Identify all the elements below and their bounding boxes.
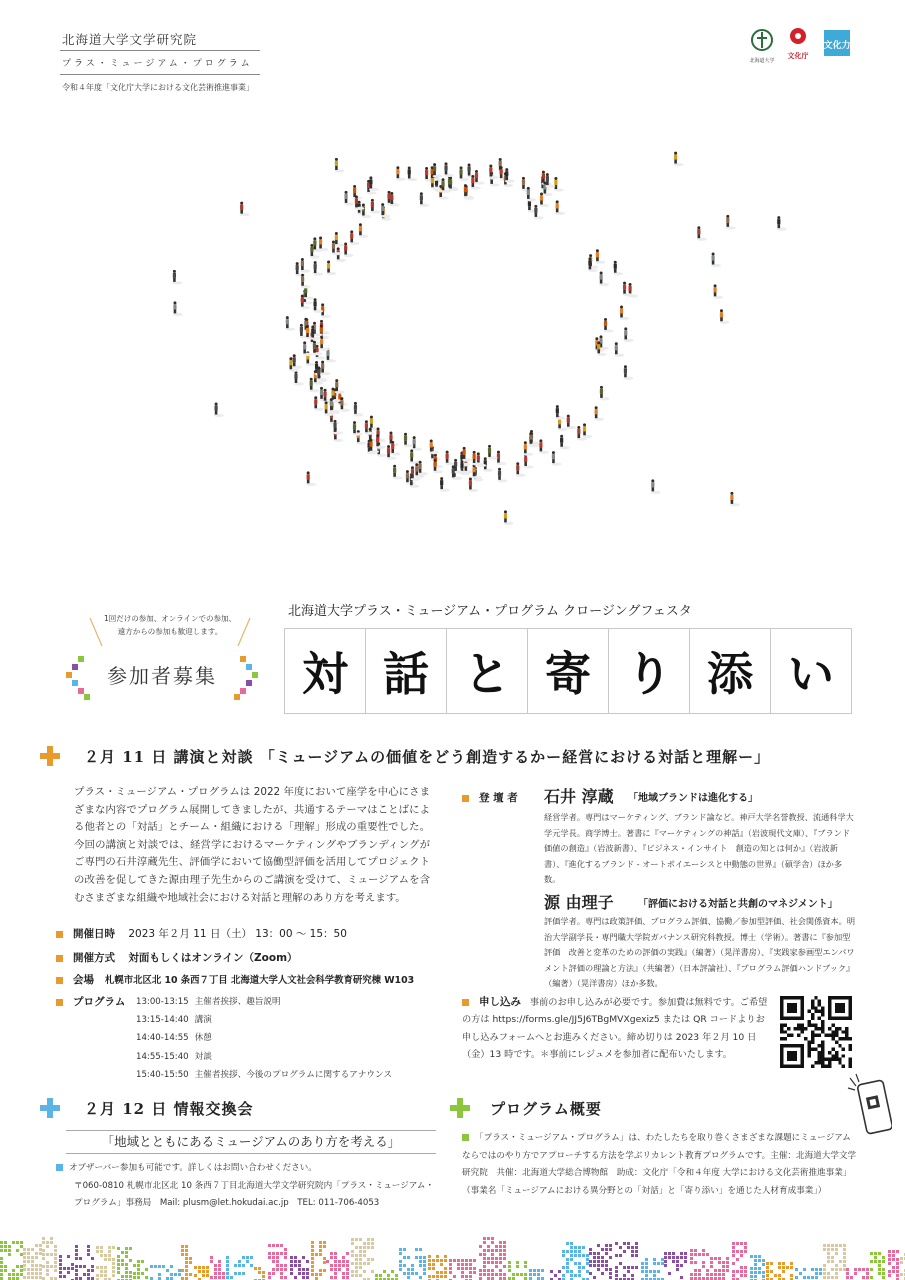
bullet-icon [56, 1164, 63, 1171]
title-char: 話 [365, 628, 447, 714]
footer-pixel-town [0, 1228, 905, 1280]
schedule-row: 14:40-14:55 休憩 [136, 1033, 212, 1044]
svg-text:文化力: 文化力 [823, 41, 851, 51]
apply-block: 申し込み 事前のお申し込みが必要です。参加費は無料です。ご希望の方は https://forms.gle/JJ5J6TBgMVXgexiz5 または QR コードよりお申し込みフォームへとお進みください。締め切りは 2023 年２月 10 日（金）13 時です。＊事前にレジュメを参加者に配布いたします。 [462, 996, 768, 1061]
overview-text: 「プラス・ミュージアム・プログラム」は、わたしたちを取り巻くさまざまな課題にミュージアムならではのやり方でアプローチする方法を学ぶリカレント教育プログラムです。主催：北海道大学文学研究院 共催：北海道大学総合博物館 助成：文化庁「令和４年度 大学における文化芸術推進事業」（事業名「ミュージアムにおける異分野との「対話」と「寄り添い」を通じた人材育成事業」） [462, 1133, 857, 1196]
info-method: 開催方式 対面もしくはオンライン（Zoom） [56, 950, 298, 965]
qr-code-icon[interactable] [780, 996, 852, 1068]
recruit-label: 参加者募集 [107, 664, 217, 688]
svg-text:文化庁: 文化庁 [787, 51, 809, 60]
day2-theme: 「地域とともにあるミュージアムのあり方を考える」 [66, 1130, 436, 1154]
plus-icon [40, 1098, 60, 1118]
speaker1-bio: 経営学者。専門はマーケティング、ブランド論など。神戸大学名誉教授、流通科学大学元学長。商学博士。著書に『マーケティングの神話』（岩波現代文庫）、『ブランド 価値の創造』（岩波新書）、『ビジネス・インサイト 創造の知とは何か』（岩波新書）、『進化するブランド - オートポイエーシスと中動態の世界』（碩学舎）ほか多数。 [544, 812, 859, 885]
speaker2-bio: 評価学者。専門は政策評価、プログラム評価、協働／参加型評価、社会関係資本。明治大学副学長・専門職大学院ガバナンス研究科教授。博士（学術）。著書に『参加型評価 改善と変革のための評価の実践』（編著）（晃洋書房）、『実践家参画型エンパワメント評価の理論と方法』（共編著）（日本評論社）、『プログラム評価ハンドブック』（編著）（晃洋書房）ほか多数。 [544, 916, 856, 989]
welcome-brackets [84, 616, 256, 650]
bunkaryoku-logo [823, 30, 850, 56]
bullet-icon [56, 999, 63, 1006]
header-org: 北海道大学文学研究院 [62, 32, 198, 47]
festa-subtitle: 北海道大学プラス・ミュージアム・プログラム クロージングフェスタ [288, 604, 692, 619]
bunkacho-logo [788, 28, 809, 60]
sponsor-logos [748, 22, 858, 74]
bullet-icon [462, 1134, 469, 1141]
main-title [285, 628, 852, 714]
bullet-icon [56, 955, 63, 962]
plus-icon [450, 1098, 470, 1118]
speaker1-name: 石井 淳蔵 [544, 787, 614, 806]
schedule-row: 13:00-13:15 主催者挨拶、趣旨説明 [136, 997, 281, 1007]
day2-heading: ２月 12 日 情報交換会 [84, 1100, 254, 1118]
bullet-icon [56, 931, 63, 938]
info-venue: 会場 札幌市北区北 10 条西７丁目 北海道大学人文社会科学教育研究棟 W103 [56, 972, 414, 987]
info-date: 開催日時 2023 年２月 11 日（土） 13：00 〜 15：50 [56, 926, 347, 941]
speakers-label: 登 壇 者 [462, 790, 518, 805]
header-divider [60, 74, 260, 75]
bullet-icon [462, 999, 469, 1006]
title-char: 対 [284, 628, 366, 714]
schedule-row: 13:15-14:40 講演 [136, 1015, 212, 1026]
day2-observer: オブザーバー参加も可能です。詳しくはお問い合わせください。 〒060-0810 札幌市北区北 10 条西７丁目北海道大学文学研究院内「プラス・ミュージアム・プログラム」事務局 Mail: plusm@let.hokudai.ac.jp TEL: 011-706-4053 [56, 1160, 436, 1213]
hokudai-logo [749, 30, 774, 64]
title-char: り [608, 628, 690, 714]
schedule-row: 15:40-15:50 主催者挨拶、今後のプログラムに関するアナウンス [136, 1069, 392, 1080]
schedule-table [136, 993, 398, 1084]
welcome-note: 1回だけの参加、オンラインでの参加、 遠方からの参加も歓迎します。 [103, 614, 237, 636]
info-program: プログラム [56, 994, 125, 1009]
title-char: 添 [689, 628, 771, 714]
title-char: い [770, 628, 852, 714]
plus-icon [40, 746, 60, 766]
speaker1-talk: 「地域ブランドは進化する」 [628, 793, 758, 804]
svg-text:北海道大学: 北海道大学 [749, 58, 775, 64]
overview-heading: プログラム概要 [490, 1100, 602, 1118]
header-note: 令和４年度「文化庁大学における文化芸術推進事業」 [62, 83, 254, 92]
speaker2-talk: 「評価における対話と共創のマネジメント」 [638, 899, 838, 910]
day1-heading: ２月 11 日 講演と対談 「ミュージアムの価値をどう創造するかー経営における対話と理解ー」 [84, 748, 771, 766]
bullet-icon [462, 795, 469, 802]
speaker2-name: 源 由理子 [544, 893, 614, 912]
bullet-icon [56, 977, 63, 984]
title-char: と [446, 628, 528, 714]
day1-intro: プラス・ミュージアム・プログラムは 2022 年度において座学を中心にさまざまな内容でプログラム展開してきましたが、共通するテーマはことばによる他者との「対話」とチーム・組織における「理解」形成の重要性でした。今回の講演と対談では、経営学におけるマーケティングやブランディングがご専門の石井淳蔵先生、評価学において協働型評価を活用してプロジェクトの改善を促してきた源由理子先生からのご講演を受けて、ミュージアムを含むさまざまな組織や地域社会における対話と理解のあり方を考えます。 [74, 786, 430, 904]
header-divider [60, 50, 260, 51]
header-program: プラス・ミュージアム・プログラム [62, 59, 253, 69]
hero-crowd-circle [140, 140, 800, 540]
title-char: 寄 [527, 628, 609, 714]
schedule-row: 14:55-15:40 対談 [136, 1051, 212, 1062]
